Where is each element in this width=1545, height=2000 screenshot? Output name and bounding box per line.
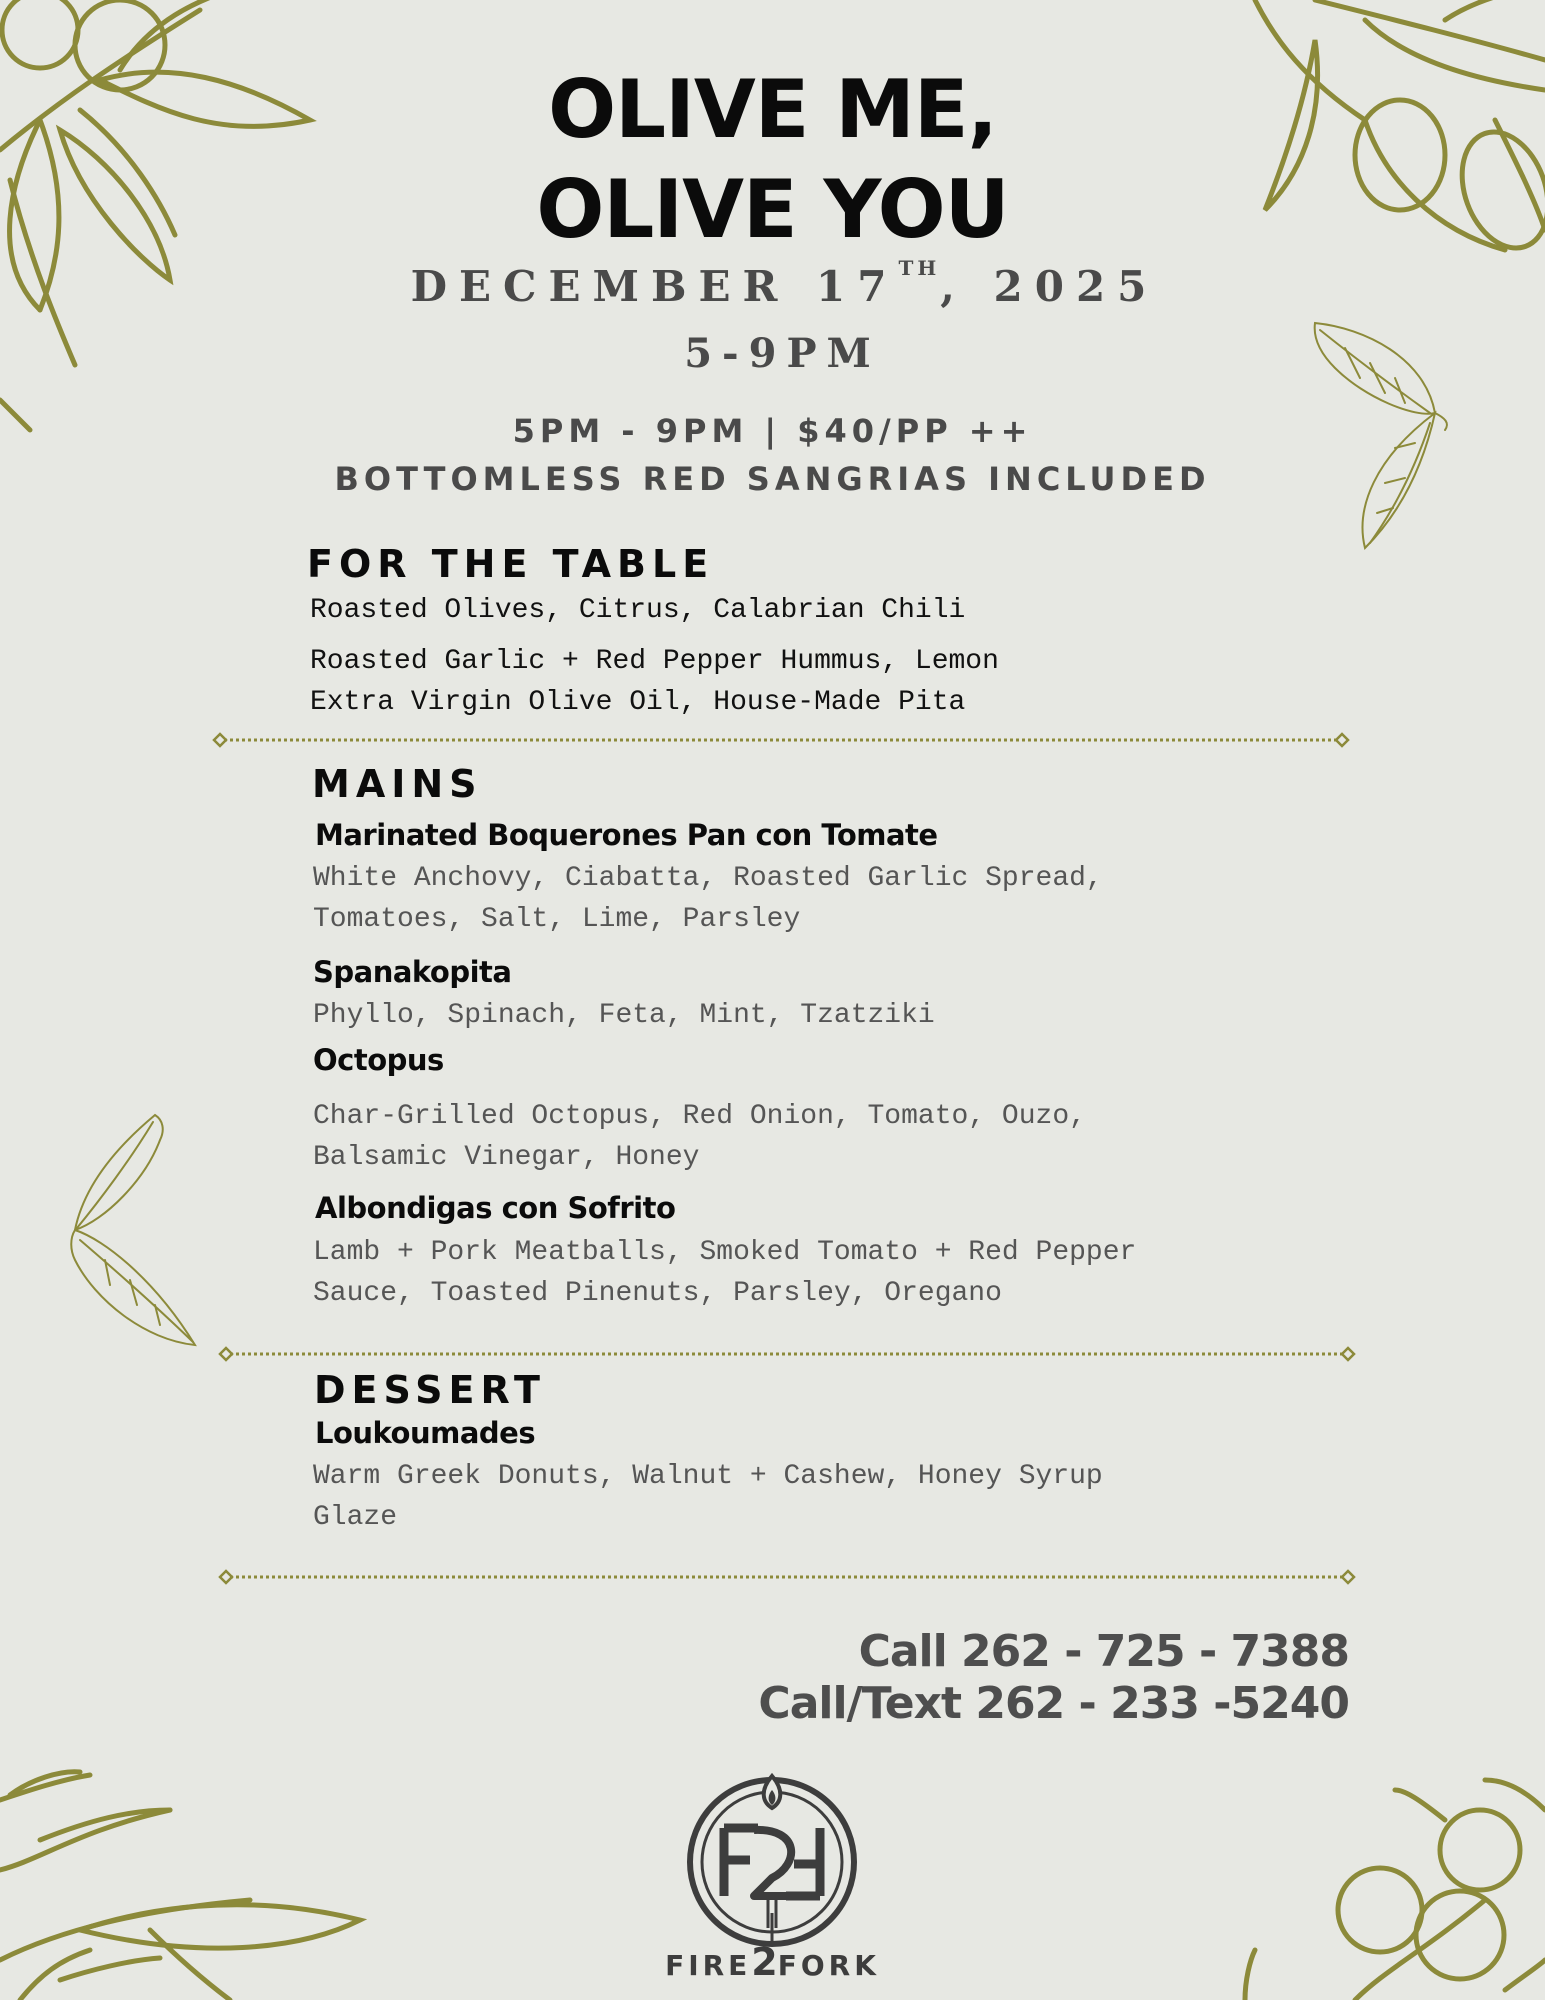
dish-name-albondigas: Albondigas con Sofrito bbox=[315, 1191, 676, 1225]
dish-desc-albondigas-line-1: Lamb + Pork Meatballs, Smoked Tomato + Red Pepper bbox=[313, 1237, 1137, 1268]
dish-name-loukoumades: Loukoumades bbox=[315, 1416, 536, 1450]
dish-desc-spanakopita: Phyllo, Spinach, Feta, Mint, Tzatziki bbox=[313, 1000, 935, 1031]
title-line-2: OLIVE YOU bbox=[536, 163, 1009, 256]
event-time: 5-9PM bbox=[684, 330, 881, 377]
table-item-olives: Roasted Olives, Citrus, Calabrian Chili bbox=[310, 595, 966, 626]
event-title bbox=[0, 60, 1545, 260]
section-heading-dessert: DESSERT bbox=[314, 1368, 546, 1412]
table-item-hummus-line-2: Extra Virgin Olive Oil, House-Made Pita bbox=[310, 687, 966, 718]
price-line: 5PM - 9PM | $40/PP ++ bbox=[512, 412, 1033, 450]
date-suffix: TH bbox=[898, 256, 941, 280]
dish-name-spanakopita: Spanakopita bbox=[313, 955, 512, 989]
olive-branch-bottom-left-icon bbox=[0, 1760, 370, 2000]
logo-word-fire: FIRE bbox=[665, 1949, 752, 1982]
event-date bbox=[0, 256, 1545, 311]
dish-desc-octopus-line-1: Char-Grilled Octopus, Red Onion, Tomato, Ouzo, bbox=[313, 1101, 1086, 1132]
section-divider bbox=[218, 1569, 1356, 1585]
fire2fork-wordmark bbox=[650, 1940, 895, 1984]
dish-desc-boquerones-line-2: Tomatoes, Salt, Lime, Parsley bbox=[313, 904, 801, 935]
date-year: , 2025 bbox=[940, 262, 1159, 311]
dish-desc-albondigas-line-2: Sauce, Toasted Pinenuts, Parsley, Oregano bbox=[313, 1278, 1002, 1309]
section-divider bbox=[212, 732, 1350, 748]
dish-desc-octopus-line-2: Balsamic Vinegar, Honey bbox=[313, 1142, 700, 1173]
section-divider bbox=[218, 1346, 1356, 1362]
logo-word-2: 2 bbox=[751, 1940, 778, 1984]
section-heading-mains: MAINS bbox=[312, 762, 483, 806]
logo-word-fork: FORK bbox=[777, 1949, 880, 1982]
contact-call: Call 262 - 725 - 7388 bbox=[858, 1626, 1349, 1677]
dish-name-octopus: Octopus bbox=[313, 1043, 444, 1077]
section-heading-for-the-table: FOR THE TABLE bbox=[307, 542, 715, 586]
dish-name-boquerones: Marinated Boquerones Pan con Tomate bbox=[315, 818, 938, 852]
olive-branch-bottom-right-icon bbox=[1205, 1760, 1545, 2000]
dish-desc-loukoumades-line-1: Warm Greek Donuts, Walnut + Cashew, Honey Syrup bbox=[313, 1461, 1103, 1492]
contact-call-text: Call/Text 262 - 233 -5240 bbox=[758, 1678, 1349, 1729]
dish-desc-loukoumades-line-2: Glaze bbox=[313, 1502, 398, 1533]
dish-desc-boquerones-line-1: White Anchovy, Ciabatta, Roasted Garlic Spread, bbox=[313, 863, 1103, 894]
date-main: DECEMBER 17 bbox=[410, 262, 899, 311]
basil-leaf-left-icon bbox=[65, 1110, 215, 1350]
title-line-1: OLIVE ME, bbox=[548, 63, 997, 156]
sangria-line: BOTTOMLESS RED SANGRIAS INCLUDED bbox=[334, 460, 1211, 498]
table-item-hummus-line-1: Roasted Garlic + Red Pepper Hummus, Lemon bbox=[310, 646, 999, 677]
